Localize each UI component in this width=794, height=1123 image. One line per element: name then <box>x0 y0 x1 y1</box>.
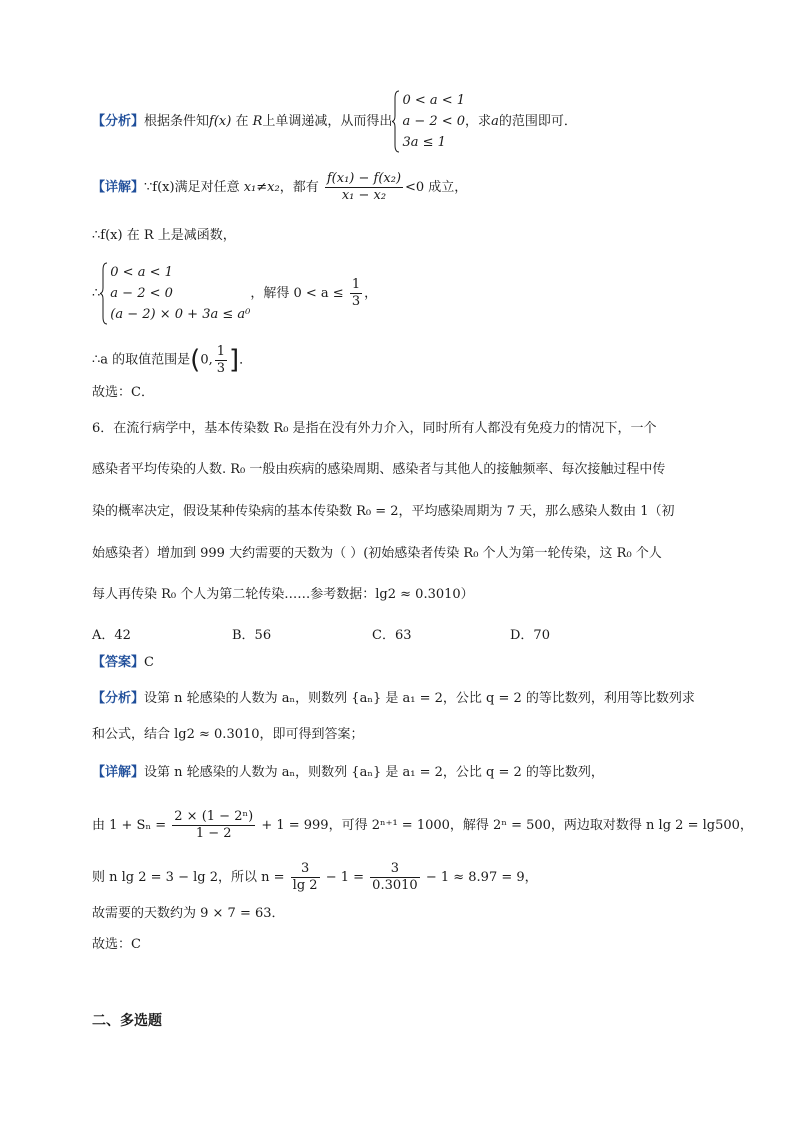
answer-tag: 【答案】 <box>92 655 145 670</box>
text: 故需要的天数约为 9 × 7 = 63． <box>92 906 285 921</box>
choice-text: 故选：C． <box>92 385 154 400</box>
text: ，求 <box>465 114 492 129</box>
question-line <box>92 503 675 521</box>
system-row: a − 2 < 0 <box>402 114 466 129</box>
question-text: 6．在流行病学中，基本传染数 R₀ 是指在没有外力介入，同时所有人都没有免疫力的情况下，一个 <box>92 421 657 436</box>
option-c: C．63 <box>372 628 412 643</box>
question-line <box>92 586 474 604</box>
frac-denominator: 1 − 2 <box>195 826 232 841</box>
frac-numerator: 3 <box>370 861 420 878</box>
brace-icon <box>392 90 400 153</box>
question-text: 染的概率决定，假设某种传染病的基本传染数 R₀ = 2，平均感染周期为 7 天，那么感染人数由 1（初 <box>92 504 675 519</box>
fraction <box>291 861 320 894</box>
detail-line <box>92 340 252 381</box>
frac-numerator: f(x₁) − f(x₂) <box>326 171 402 186</box>
detail-line <box>92 262 377 325</box>
therefore: ∴ <box>92 286 101 301</box>
set-r: R <box>252 114 263 129</box>
detail-line <box>92 764 604 782</box>
system-row: 0 < a < 1 <box>402 93 466 108</box>
detail-line <box>92 858 538 898</box>
analysis-text: 设第 n 轮感染的人数为 aₙ，则数列 {aₙ} 是 a₁ = 2，公比 q = 2 的等比数列，利用等比数列求 <box>144 691 695 706</box>
frac-denominator: 3 <box>351 294 361 309</box>
system-row: 3a ≤ 1 <box>402 135 446 150</box>
detail-line <box>92 806 753 846</box>
text: − 1 ≈ 8.97 = 9， <box>425 870 538 885</box>
frac-numerator: 1 <box>351 277 361 292</box>
detail-text: 设第 n 轮感染的人数为 aₙ，则数列 {aₙ} 是 a₁ = 2，公比 q = 2 的等比数列， <box>144 765 604 780</box>
fraction <box>350 277 362 310</box>
text: 由 1 + Sₙ = <box>92 818 167 833</box>
frac-denominator: 0.3010 <box>372 878 418 893</box>
x1-neq-x2: x₁≠x₂ <box>243 180 280 195</box>
text: <0 成立， <box>405 180 468 195</box>
analysis-line <box>92 690 695 708</box>
frac-denominator: lg 2 <box>292 878 318 893</box>
text: ， <box>364 286 378 301</box>
text: ∵f(x)满足对任意 <box>144 180 240 195</box>
question-text: 始感染者）增加到 999 大约需要的天数为（ ）(初始感染者传染 R₀ 个人为第一轮传染，这 R₀ 个人 <box>92 546 662 561</box>
option-a: A．42 <box>92 628 131 643</box>
choice-text: 故选：C <box>92 937 141 952</box>
section-title: 二、多选题 <box>92 1013 162 1029</box>
brace-icon <box>100 262 108 325</box>
question-line <box>92 545 662 563</box>
question-text: 感染者平均传染的人数. R₀ 一般由疾病的感染周期、感染者与其他人的接触频率、每次接触过程中传 <box>92 462 666 477</box>
option-d: D．70 <box>510 628 550 643</box>
detail-line <box>92 170 467 206</box>
inequality-system <box>392 90 465 153</box>
choice-line <box>92 384 154 402</box>
system-row: a − 2 < 0 <box>110 286 173 301</box>
difference-quotient <box>325 171 403 204</box>
text: 0, <box>200 352 213 368</box>
frac-numerator: 2 × (1 − 2ⁿ) <box>174 809 254 824</box>
detail-line <box>92 227 236 245</box>
option-b: B．56 <box>232 628 272 643</box>
analysis-tag: 【分析】 <box>92 114 145 129</box>
question-line <box>92 420 657 438</box>
frac-denominator: x₁ − x₂ <box>341 188 387 203</box>
close-bracket: ] <box>229 345 240 375</box>
detail-tag: 【详解】 <box>92 180 145 195</box>
frac-denominator: 3 <box>216 360 225 376</box>
analysis-line <box>92 90 577 153</box>
choice-line <box>92 936 141 954</box>
detail-tag: 【详解】 <box>92 765 145 780</box>
text: ∴f(x) 在 R 上是减函数， <box>92 228 236 243</box>
system-row: (a − 2) × 0 + 3a ≤ a⁰ <box>110 307 251 322</box>
frac-numerator: 1 <box>216 343 225 359</box>
answer-line <box>92 654 154 672</box>
text: 根据条件知 <box>144 114 210 129</box>
text: + 1 = 999，可得 2ⁿ⁺¹ = 1000，解得 2ⁿ = 500，两边取对数得 n lg 2 = lg500， <box>261 818 753 833</box>
text: ． <box>239 352 253 368</box>
text: 则 n lg 2 = 3 − lg 2，所以 n = <box>92 870 285 885</box>
sum-fraction <box>172 809 255 842</box>
answer-value: C <box>144 655 154 670</box>
detail-line <box>92 905 285 923</box>
analysis-line <box>92 726 364 744</box>
analysis-text: 和公式，结合 lg2 ≈ 0.3010，即可得到答案； <box>92 727 364 742</box>
text: 在 <box>235 114 249 129</box>
fx: f(x) <box>209 114 232 129</box>
text: ∴a 的取值范围是 <box>92 352 191 368</box>
analysis-tag: 【分析】 <box>92 691 145 706</box>
text: ，解得 0 < a ≤ <box>250 286 344 301</box>
open-paren: ( <box>190 345 201 375</box>
frac-numerator: 3 <box>291 861 320 878</box>
var-a: a <box>491 114 499 129</box>
fraction <box>370 861 420 894</box>
fraction <box>215 344 227 377</box>
text: ，都有 <box>279 180 319 195</box>
system-row: 0 < a < 1 <box>110 265 173 280</box>
text: − 1 = <box>325 870 365 885</box>
question-line <box>92 461 665 479</box>
text: 上单调递减，从而得出 <box>262 114 393 129</box>
text: 的范围即可． <box>498 114 577 129</box>
question-text: 每人再传染 R₀ 个人为第二轮传染……参考数据：lg2 ≈ 0.3010） <box>92 587 474 602</box>
inequality-system <box>100 262 250 325</box>
